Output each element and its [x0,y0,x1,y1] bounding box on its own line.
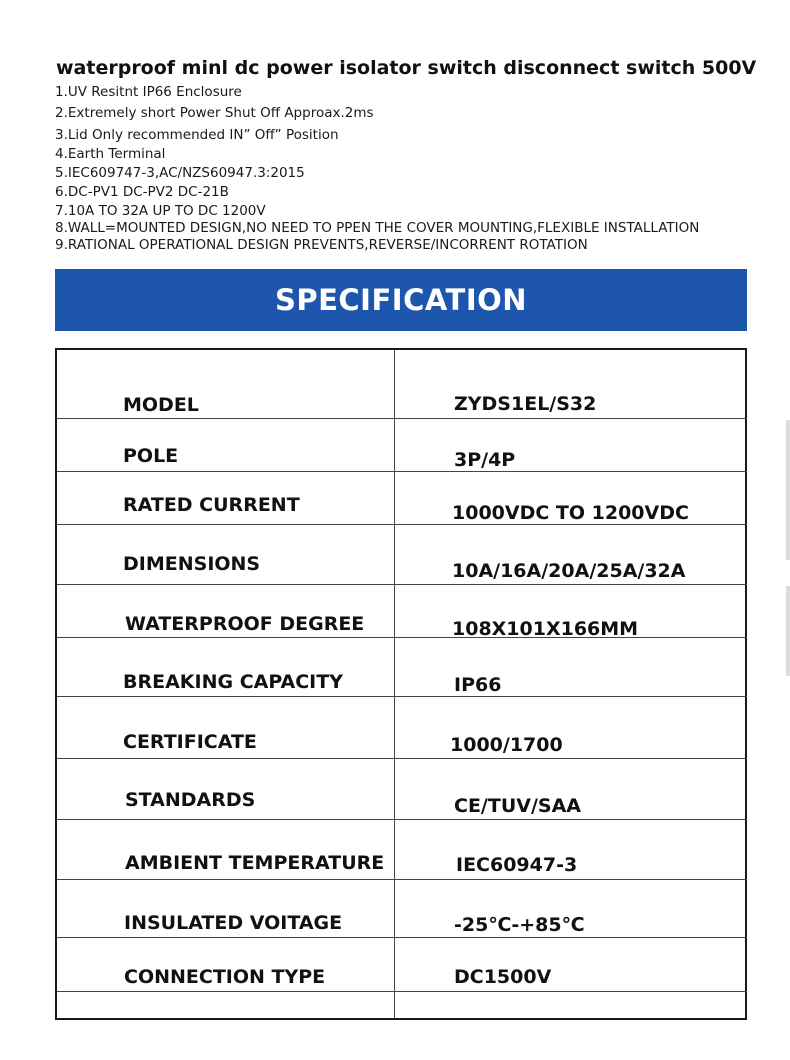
row-divider [57,991,747,992]
row-divider [57,879,747,880]
edge-artifact [786,586,790,676]
spec-label: DIMENSIONS [123,553,261,575]
spec-value: -25℃-+85℃ [454,914,585,936]
specification-banner [55,269,747,331]
feature-item: 9.RATIONAL OPERATIONAL DESIGN PREVENTS,REVERSE/INCORRENT ROTATION [55,237,588,253]
row-divider [57,758,747,759]
spec-value: 3P/4P [454,449,516,471]
spec-label: AMBIENT TEMPERATURE [125,852,385,874]
spec-label: CONNECTION TYPE [124,966,326,988]
spec-value: 108X101X166MM [452,618,639,640]
spec-value: IEC60947-3 [456,854,578,876]
spec-label: INSULATED VOITAGE [124,912,343,934]
spec-label: BREAKING CAPACITY [123,671,343,693]
row-divider [57,696,747,697]
spec-label: RATED CURRENT [123,494,300,516]
feature-item: 6.DC-PV1 DC-PV2 DC-21B [55,184,229,200]
spec-value: IP66 [454,674,502,696]
spec-value: 10A/16A/20A/25A/32A [452,560,686,582]
row-divider [57,418,747,419]
spec-value: 1000VDC TO 1200VDC [452,502,689,524]
feature-item: 1.UV Resitnt IP66 Enclosure [55,84,242,100]
row-divider [57,637,747,638]
spec-table [55,348,747,1020]
feature-item: 3.Lid Only recommended IN” Off” Position [55,127,339,143]
feature-item: 5.IEC609747-3,AC/NZS60947.3:2015 [55,165,305,181]
specification-heading: SPECIFICATION [274,283,528,317]
spec-value: 1000/1700 [450,734,563,756]
feature-item: 7.10A TO 32A UP TO DC 1200V [55,203,266,219]
edge-artifact [786,420,790,560]
feature-item: 4.Earth Terminal [55,146,166,162]
spec-value: ZYDS1EL/S32 [454,393,597,415]
spec-label: POLE [123,445,179,467]
spec-label: MODEL [123,394,199,416]
row-divider [57,524,747,525]
row-divider [57,584,747,585]
feature-item: 8.WALL=MOUNTED DESIGN,NO NEED TO PPEN THE COVER MOUNTING,FLEXIBLE INSTALLATION [55,220,700,236]
product-title: waterproof minl dc power isolator switch disconnect switch 500V [56,57,757,79]
spec-value: CE/TUV/SAA [454,795,581,817]
spec-label: STANDARDS [125,789,256,811]
column-divider [394,350,395,1018]
spec-value: DC1500V [454,966,552,988]
row-divider [57,937,747,938]
row-divider [57,819,747,820]
spec-label: WATERPROOF DEGREE [125,613,365,635]
row-divider [57,471,747,472]
spec-label: CERTIFICATE [123,731,257,753]
feature-item: 2.Extremely short Power Shut Off Approax.2ms [55,105,374,121]
